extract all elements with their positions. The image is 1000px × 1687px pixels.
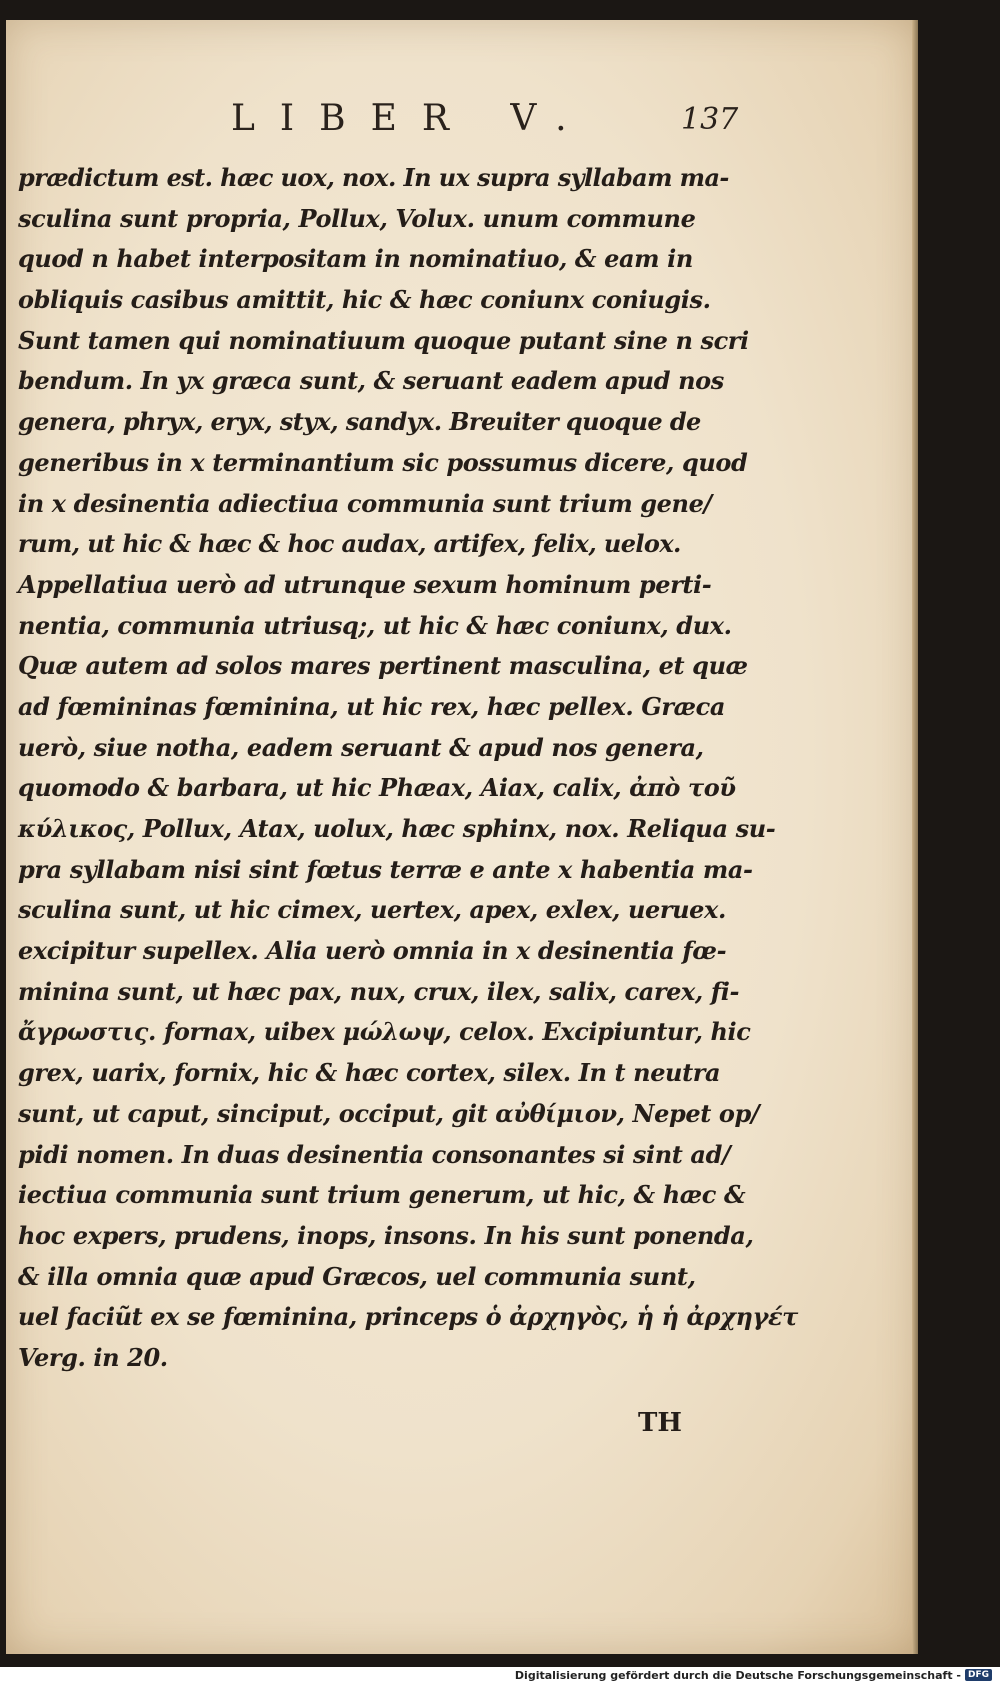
page-edge bbox=[912, 20, 918, 1654]
text-line: sculina sunt propria, Pollux, Volux. unum commune bbox=[18, 203, 696, 233]
text-line: pra syllabam nisi sint fœtus terræ e ante x habentia ma- bbox=[18, 854, 753, 884]
text-line: generibus in x terminantium sic possumus dicere, quod bbox=[18, 447, 748, 477]
text-line: ἄγρωστις. fornax, uibex μώλωψ, celox. Excipiuntur, hic bbox=[18, 1017, 751, 1047]
text-line: nentia, communia utriusq;, ut hic & hæc coniunx, dux. bbox=[18, 610, 732, 640]
text-line: grex, uarix, fornix, hic & hæc cortex, silex. In t neutra bbox=[18, 1058, 721, 1088]
text-line: prædictum est. hæc uox, nox. In ux supra syllabam ma- bbox=[18, 163, 729, 192]
running-head bbox=[6, 98, 918, 142]
text-block bbox=[18, 158, 798, 1379]
text-line: genera, phryx, eryx, styx, sandyx. Breuiter quoque de bbox=[18, 407, 701, 437]
footer-credit bbox=[515, 1666, 992, 1684]
book-title: LIBER V. bbox=[231, 98, 592, 139]
text-line: obliquis casibus amittit, hic & hæc coniunx coniugis. bbox=[18, 285, 711, 315]
text-line: Quæ autem ad solos mares pertinent masculina, et quæ bbox=[18, 651, 748, 681]
text-line: iectiua communia sunt trium generum, ut hic, & hæc & bbox=[18, 1180, 746, 1210]
text-line: hoc expers, prudens, inops, insons. In his sunt ponenda, bbox=[18, 1220, 754, 1250]
text-line: sculina sunt, ut hic cimex, uertex, apex, exlex, ueruex. bbox=[18, 895, 726, 925]
catchword: TH bbox=[638, 1408, 682, 1438]
text-line: Verg. in 20. bbox=[18, 1342, 168, 1372]
text-line: sunt, ut caput, sinciput, occiput, git αὐθίμιον, Nepet op/ bbox=[18, 1098, 760, 1128]
text-line: quomodo & barbara, ut hic Phæax, Aiax, calix, ἀπὸ τοῦ bbox=[18, 773, 736, 803]
text-line: ad fœmininas fœminina, ut hic rex, hæc pellex. Græca bbox=[18, 691, 725, 721]
text-line: Sunt tamen qui nominatiuum quoque putant sine n scri bbox=[18, 325, 749, 355]
text-line: in x desinentia adiectiua communia sunt trium gene/ bbox=[18, 488, 712, 518]
text-line: uerò, siue notha, eadem seruant & apud nos genera, bbox=[18, 732, 704, 762]
dfg-logo: DFG bbox=[965, 1669, 992, 1681]
text-line: rum, ut hic & hæc & hoc audax, artifex, felix, uelox. bbox=[18, 529, 681, 559]
text-line: Appellatiua uerò ad utrunque sexum hominum perti- bbox=[18, 569, 712, 599]
book-page bbox=[6, 20, 918, 1654]
text-line: excipitur supellex. Alia uerò omnia in x desinentia fœ- bbox=[18, 936, 727, 966]
footer-credit-text: Digitalisierung gefördert durch die Deutsche Forschungsgemeinschaft - bbox=[514, 1668, 961, 1682]
text-line: pidi nomen. In duas desinentia consonantes si sint ad/ bbox=[18, 1139, 731, 1169]
text-line: quod n habet interpositam in nominatiuo, & eam in bbox=[18, 244, 693, 274]
text-line: minina sunt, ut hæc pax, nux, crux, ilex, salix, carex, fi- bbox=[18, 976, 740, 1006]
text-line: & illa omnia quæ apud Græcos, uel communia sunt, bbox=[18, 1261, 696, 1291]
text-line: uel faciũt ex se fœminina, princeps ὁ ἀρχηγὸς, ἡ ἡ ἀρχηγέτ bbox=[18, 1302, 798, 1332]
text-line: κύλικος, Pollux, Atax, uolux, hæc sphinx, nox. Reliqua su- bbox=[18, 814, 776, 843]
text-line: bendum. In yx græca sunt, & seruant eadem apud nos bbox=[18, 366, 724, 396]
page-number: 137 bbox=[681, 102, 739, 137]
